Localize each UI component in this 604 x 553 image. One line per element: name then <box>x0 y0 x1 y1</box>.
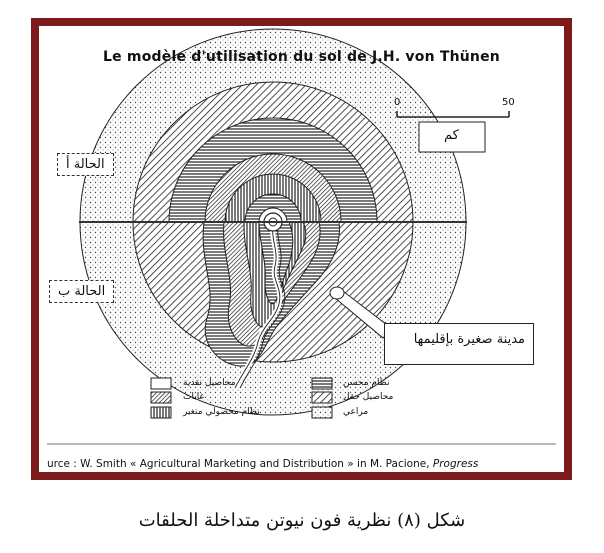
legend-item-rotating <box>177 407 260 417</box>
legend-item-pasture <box>337 407 368 417</box>
legend-swatch-food <box>151 378 171 389</box>
scale-start: 0 <box>394 97 401 108</box>
figure-panel <box>39 26 564 472</box>
scale-unit: كم <box>444 128 459 143</box>
source-journal: Progress <box>432 458 479 470</box>
source-text: urce : W. Smith « Agricultural Marketing and Distribution » in M. Pacione, <box>47 458 433 470</box>
legend-label-forests: غابات <box>183 392 205 402</box>
legend-swatch-forests <box>151 392 171 403</box>
legend-label-food: محاصيل نقدية <box>183 378 236 388</box>
legend-swatch-pasture <box>312 407 332 418</box>
small-city-label: مدينة صغيرة بإقليمها <box>384 323 534 365</box>
legend-item-food <box>177 378 236 388</box>
legend-swatch-field <box>312 392 332 403</box>
legend-label-improved: نظام محسن <box>343 378 390 388</box>
case-b-label: الحالة ب <box>49 280 114 303</box>
source-citation <box>47 458 478 470</box>
legend-swatch-improved <box>312 378 332 389</box>
legend-item-field <box>337 392 393 402</box>
figure-frame <box>31 18 572 480</box>
legend-item-improved <box>337 378 390 388</box>
legend-swatch-rotating <box>151 407 171 418</box>
legend-label-rotating: نظام محصولي متغير <box>183 407 260 417</box>
case-a-label: الحالة أ <box>57 153 114 176</box>
legend-label-field: محاصيل حقل <box>343 392 394 402</box>
scale-end: 50 <box>502 97 515 108</box>
figure-title: Le modèle d'utilisation du sol de J.H. von Thünen <box>103 49 500 65</box>
legend-label-pasture: مراعي <box>343 407 369 417</box>
legend-item-forests <box>177 392 204 402</box>
figure-caption: شكل (٨) نظرية فون نيوتن متداخلة الحلقات <box>138 510 466 531</box>
von-thunen-diagram <box>39 26 564 472</box>
